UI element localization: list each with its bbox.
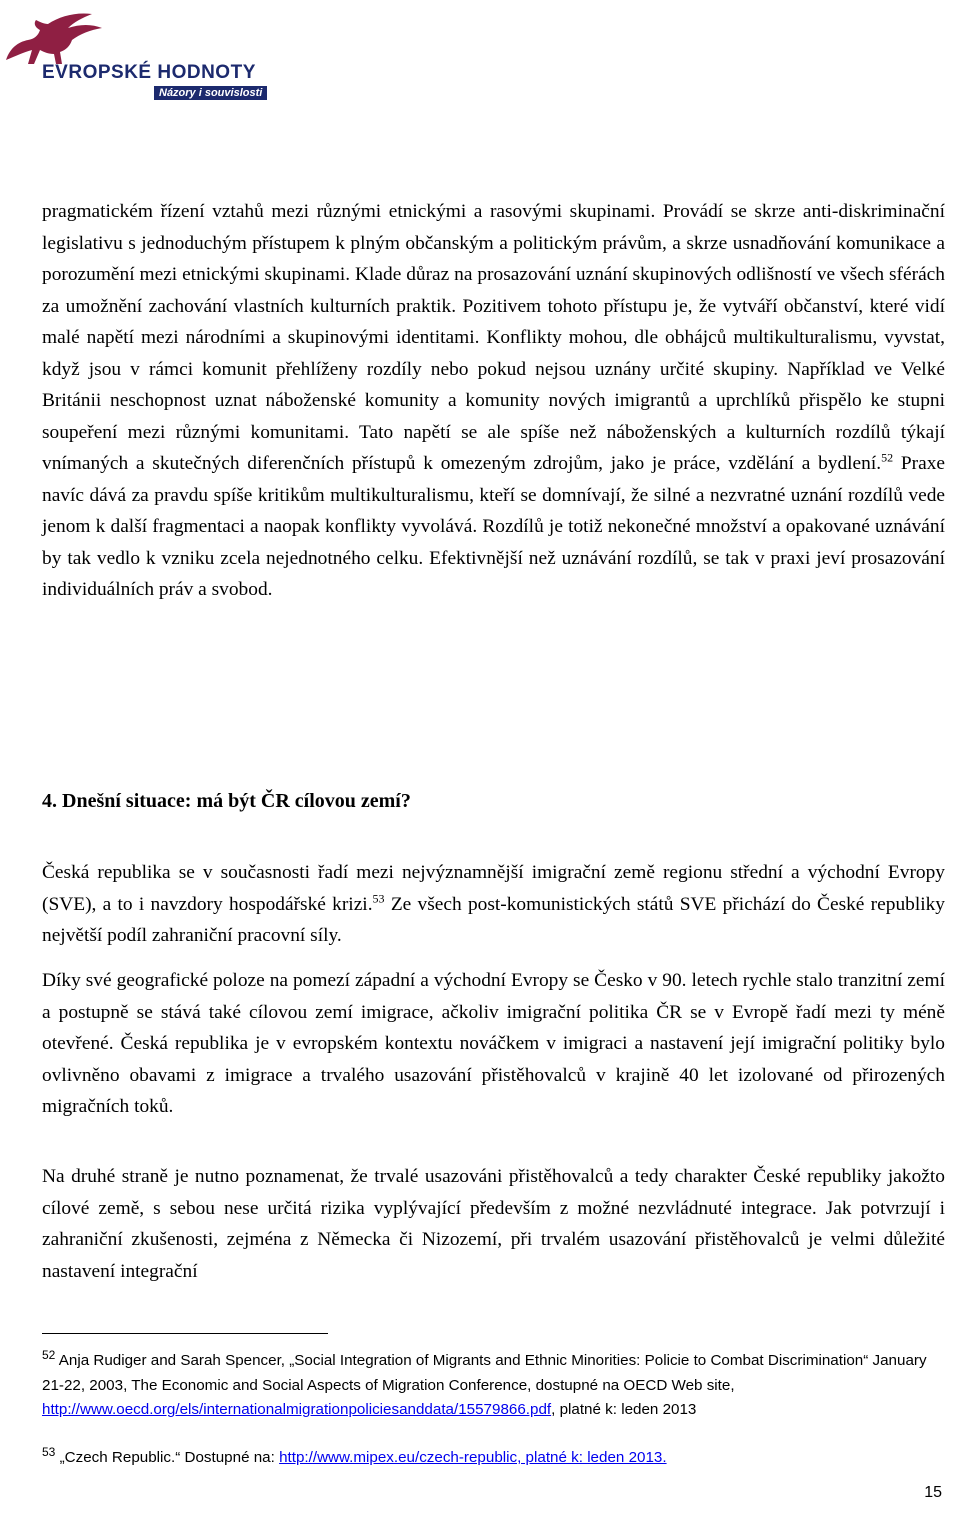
pegasus-icon — [0, 8, 120, 68]
logo-subtitle: Názory i souvislosti — [154, 86, 267, 100]
paragraph-1-text-b: Praxe navíc dává za pravdu spíše kritikům multikulturalismu, kteří se domnívají, že silné a nezvratné uznání rozdílů vede jenom k další fragmentaci a naopak konflikty vyvolává. Rozdílů je totiž nekonečné množství a opakované uznávání by tak vedlo k vzniku zcela nejednotného celku. Efektivnější než uznávání rozdílů, se tak v praxi jeví prosazování individuálních práv a svobod. — [42, 453, 946, 600]
footnote-53-link[interactable]: http://www.mipex.eu/czech-republic, platné k: leden 2013. — [279, 1449, 667, 1466]
footnote-52 — [42, 1349, 927, 1423]
paragraph-3-text: Díky své geografické poloze na pomezí západní a východní Evropy se Česko v 90. letech rychle stalo tranzitní zemí a postupně se stává také cílovou zemí imigrace, ačkoliv imigrační politika ČR se v Evropě řadí mezi ty méně otevřené. Česká republika je v evropském kontextu nováčkem v imigraci a nastavení její imigrační politiky bylo ovlivněno obavami z imigrace a trvalého usazování přistěhovalců v krajině 40 let izolované od přirozených migračních toků. — [42, 970, 945, 1117]
paragraph-2-text-b: Ze všech post-komunistických států SVE přichází do České republiky největší podíl zahraniční pracovní síly. — [42, 893, 945, 946]
footnote-52-link[interactable]: http://www.oecd.org/els/internationalmigrationpoliciesanddata/15579866.pdf — [42, 1401, 552, 1418]
page-number: 15 — [924, 1484, 942, 1501]
logo[interactable] — [0, 8, 280, 100]
footnote-53-text-a: „Czech Republic.“ Dostupné na: — [55, 1449, 280, 1466]
footnote-ref-52[interactable]: 52 — [881, 450, 894, 465]
paragraph-2-text-a: Česká republika se v současnosti řadí mezi nejvýznamnější imigrační země regionu střední a východní Evropy (SVE), a to i navzdory hospodářské krizi. — [42, 862, 945, 915]
footnote-divider — [42, 1333, 328, 1334]
footnote-52-text-b: , platné k: leden 2013 — [551, 1401, 697, 1418]
footnote-53-number: 53 — [42, 1444, 56, 1459]
paragraph-2 — [42, 857, 945, 952]
section-heading: 4. Dnešní situace: má být ČR cílovou zemí? — [42, 790, 411, 812]
paragraph-4 — [42, 1161, 945, 1287]
paragraph-3 — [42, 965, 945, 1123]
footnote-ref-53[interactable]: 53 — [372, 891, 385, 906]
logo-title: EVROPSKÉ HODNOTY — [42, 62, 256, 83]
paragraph-4-text: Na druhé straně je nutno poznamenat, že trvalé usazováni přistěhovalců a tedy charakter České republiky jakožto cílové země, s sebou nese určitá rizika vyplývající především z možné nezvládnuté integrace. Jak potvrzují i zahraniční zkušenosti, zejména z Německa či Nizozemí, při trvalém usazování přistěhovalců je velmi důležité nastavení integrační — [42, 1166, 945, 1282]
footnote-52-text-a: Anja Rudiger and Sarah Spencer, „Social Integration of Migrants and Ethnic Minorities: Policie to Combat Discrimination“ January 21-22, 2003, The Economic and Social Aspects of Migration Conference, dostupné na OECD Web site, — [42, 1352, 927, 1394]
paragraph-1 — [42, 196, 945, 606]
footnote-52-number: 52 — [42, 1347, 56, 1362]
footnote-53 — [42, 1446, 927, 1471]
paragraph-1-text-a: pragmatickém řízení vztahů mezi různými etnickými a rasovými skupinami. Provádí se skrze anti-diskriminační legislativu s jednoduchým přístupem k plným občanským a politickým právům, a skrze usnadňování komunikace a porozumění mezi etnickými skupinami. Klade důraz na prosazování uznání skupinových odlišností ve všech sférách za umožnění zachování vlastních kulturních praktik. Pozitivem tohoto přístupu je, že vytváří občanství, které vidí malé napětí mezi národními a skupinovými identitami. Konflikty mohou, dle obhájců multikulturalismu, vyvstat, když jsou v rámci komunit přehlíženy rozdíly nebo pokud nejsou uznány určité skupiny. Například ve Velké Británii neschopnost uznat náboženské komunity a komunity nových imigrantů a uprchlíků přispělo ke stupni soupeření mezi různými komunitami. Tato napětí se ale spíše než náboženských a kulturních rozdílů týkají vnímaných a skutečných diferenčních přístupů k omezeným zdrojům, jako je práce, vzdělání a bydlení. — [42, 201, 945, 474]
